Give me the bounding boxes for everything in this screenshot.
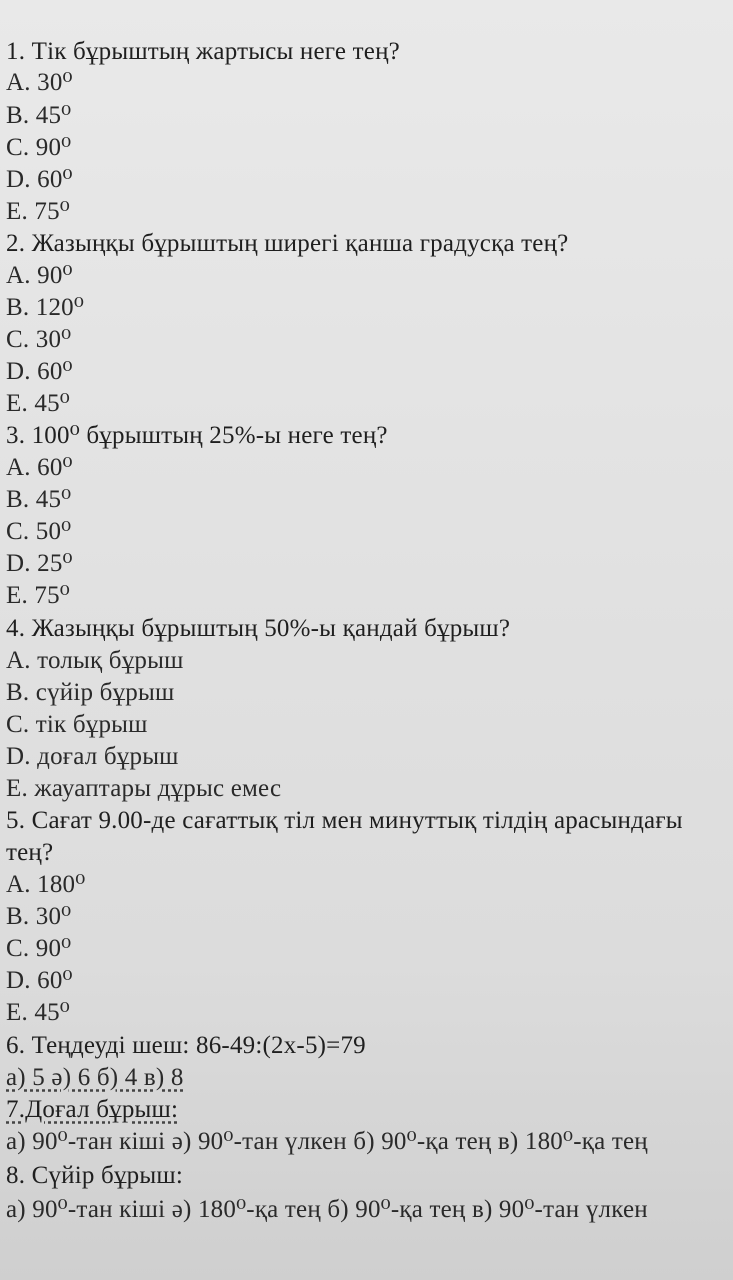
- question-1: 1. Тік бұрыштың жартысы неге тең?: [6, 38, 400, 65]
- question-4-option-e: E. жауаптары дұрыс емес: [6, 775, 282, 802]
- question-5-option-a: A. 180⁰: [6, 871, 86, 898]
- question-3-option-c: C. 50⁰: [6, 518, 72, 545]
- question-2-option-a: A. 90⁰: [6, 262, 73, 289]
- question-3-option-b: B. 45⁰: [6, 486, 72, 513]
- question-6: 6. Теңдеуді шеш: 86-49:(2x-5)=79: [6, 1032, 366, 1059]
- question-4-option-b: B. сүйір бұрыш: [6, 679, 175, 706]
- question-2-option-b: B. 120⁰: [6, 294, 85, 321]
- question-7: 7.Доғал бұрыш:: [6, 1096, 179, 1123]
- question-5-option-c: C. 90⁰: [6, 935, 72, 962]
- question-4-option-a: A. толық бұрыш: [6, 647, 184, 674]
- question-4: 4. Жазыңқы бұрыштың 50%-ы қандай бұрыш?: [6, 615, 511, 642]
- question-7-options: а) 90⁰-тан кіші ә) 90⁰-тан үлкен б) 90⁰-қа тең в) 180⁰-қа тең: [6, 1128, 648, 1155]
- question-2: 2. Жазыңқы бұрыштың ширегі қанша градусқа тең?: [6, 230, 569, 257]
- question-1-option-a: A. 30⁰: [6, 69, 73, 96]
- question-1-option-b: B. 45⁰: [6, 102, 72, 129]
- question-5: 5. Сағат 9.00-де сағаттық тіл мен минуттық тілдің арасындағы: [6, 807, 683, 834]
- question-5-option-b: B. 30⁰: [6, 903, 72, 930]
- question-5-continued: тең?: [6, 839, 54, 866]
- question-1-option-c: C. 90⁰: [6, 134, 72, 161]
- question-8: 8. Сүйір бұрыш:: [6, 1162, 183, 1189]
- question-5-option-e: E. 45⁰: [6, 999, 70, 1026]
- question-6-options: а) 5 ә) 6 б) 4 в) 8: [6, 1064, 184, 1091]
- question-3: 3. 100⁰ бұрыштың 25%-ы неге тең?: [6, 422, 388, 449]
- question-3-option-e: E. 75⁰: [6, 582, 70, 609]
- question-3-option-d: D. 25⁰: [6, 550, 73, 577]
- question-3-option-a: A. 60⁰: [6, 454, 73, 481]
- question-2-option-d: D. 60⁰: [6, 358, 73, 385]
- question-1-option-e: E. 75⁰: [6, 198, 70, 225]
- question-2-option-c: C. 30⁰: [6, 326, 72, 353]
- question-1-option-d: D. 60⁰: [6, 166, 73, 193]
- question-5-option-d: D. 60⁰: [6, 967, 73, 994]
- question-4-option-d: D. доғал бұрыш: [6, 743, 179, 770]
- question-4-option-c: C. тік бұрыш: [6, 711, 148, 738]
- question-8-options: а) 90⁰-тан кіші ә) 180⁰-қа тең б) 90⁰-қа тең в) 90⁰-тан үлкен: [6, 1196, 648, 1223]
- question-2-option-e: E. 45⁰: [6, 390, 70, 417]
